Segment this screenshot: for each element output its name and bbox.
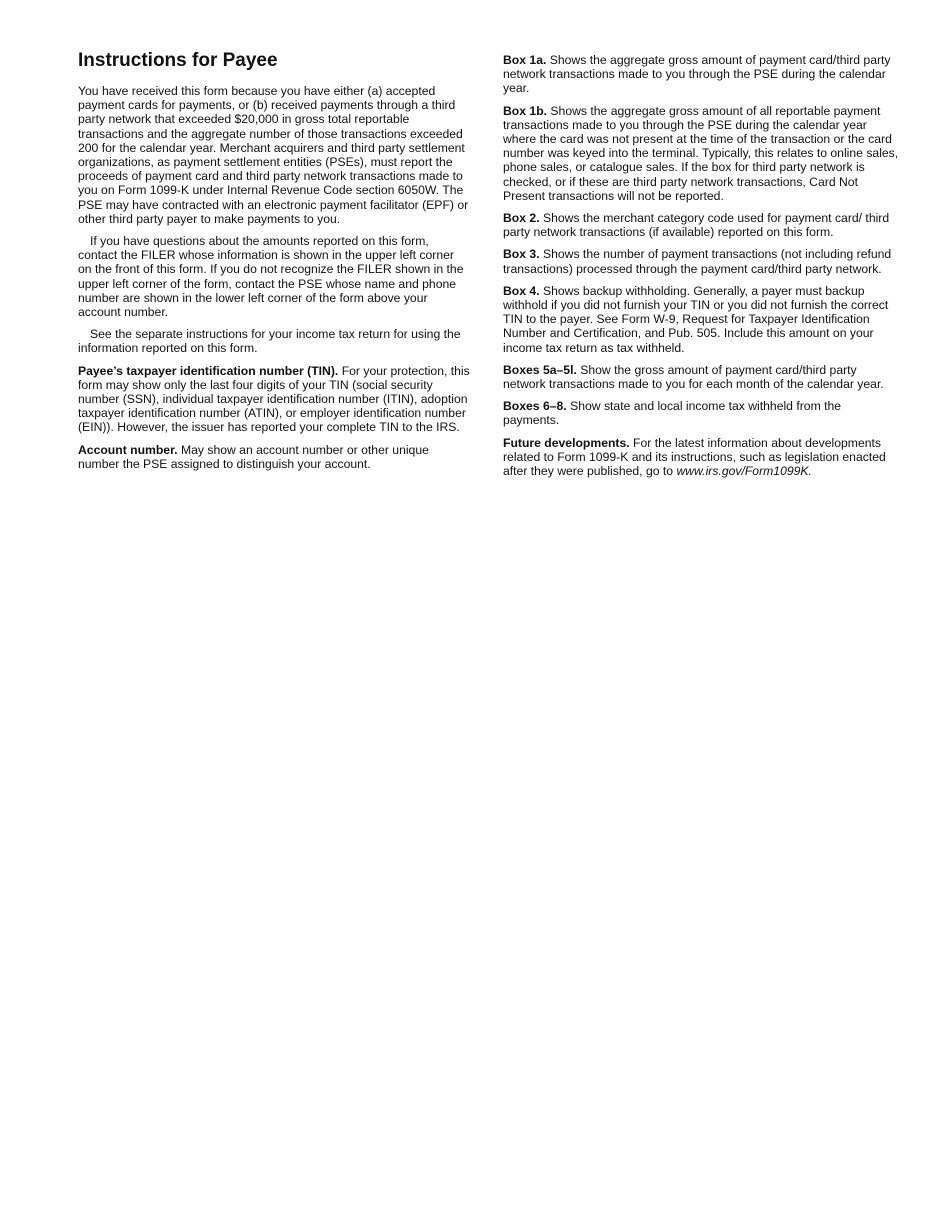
tin-paragraph — [78, 364, 470, 435]
irs-url-link[interactable]: www.irs.gov/Form1099K. — [676, 464, 812, 479]
box-2-paragraph — [503, 211, 899, 239]
boxes-5-text: Show the gross amount of payment card/third party network transactions made to you for each month of the calendar year. — [503, 362, 884, 392]
tin-heading: Payee’s taxpayer identification number (TIN). — [78, 363, 339, 378]
see-separate-paragraph: See the separate instructions for your income tax return for using the information reported on this form. — [78, 327, 461, 356]
future-developments-text: For the latest information about developments related to Form 1099-K and its instructions, such as legislation enacted after they were published, go to — [503, 435, 886, 479]
account-number-heading: Account number. — [78, 442, 178, 457]
questions-paragraph: If you have questions about the amounts reported on this form, contact the FILER whose information is shown in the upper left corner on the front of this form. If you do not recognize the FILER shown in the upper left corner of the form, contact the PSE whose name and phone number are shown in the lower left corner of the form above your account number. — [78, 234, 464, 320]
box-4-heading: Box 4. — [503, 283, 540, 298]
tin-text: For your protection, this form may show only the last four digits of your TIN (social security number (SSN), individual taxpayer identification number (ITIN), adoption taxpayer identification number (ATIN), or employer identification number (EIN)). However, the issuer has reported your complete TIN to the IRS. — [78, 363, 470, 435]
box-1a-heading: Box 1a. — [503, 53, 547, 67]
future-developments-paragraph — [503, 436, 899, 479]
box-1a-paragraph — [503, 53, 899, 96]
left-column — [78, 50, 470, 479]
box-3-paragraph — [503, 247, 899, 275]
future-developments-heading: Future developments. — [503, 435, 630, 450]
intro-paragraph: You have received this form because you have either (a) accepted payment cards for payments, or (b) received payments through a third party network that exceeded $20,000 in gross total reportable transactions and the aggregate number of those transactions exceeded 200 for the calendar year. Merchant acquirers and third party settlement organizations, as payment settlement entities (PSEs), must report the proceeds of payment card and third party network transactions made to you on Form 1099-K under Internal Revenue Code section 6050W. The PSE may have contracted with an electronic payment facilitator (EPF) or other third party payer to make payments to you. — [78, 84, 469, 226]
box-1b-heading: Box 1b. — [503, 103, 548, 118]
boxes-6-8-text: Show state and local income tax withheld from the payments. — [503, 399, 842, 428]
boxes-6-8-paragraph — [503, 399, 899, 427]
box-3-text: Shows the number of payment transactions (not including refund transactions) processed through the payment card/third party network. — [503, 247, 892, 276]
right-column — [503, 53, 899, 486]
box-4-text: Shows backup withholding. Generally, a payer must backup withhold if you did not furnish your TIN or you did not furnish the correct TIN to the payer. See Form W-9, Request for Taxpayer Identification Number and Certification, and Pub. 505. Include this amount on your income tax return as tax withheld. — [503, 283, 889, 355]
box-1b-paragraph — [503, 104, 899, 203]
box-1b-text: Shows the aggregate gross amount of all reportable payment transactions made to you through the PSE during the calendar year where the card was not present at the time of the transaction or the card number was keyed into the terminal. Typically, this relates to online sales, phone sales, or catalogue sales. If the box for third party network is checked, or if these are third party network transactions, Card Not Present transactions will not be reported. — [503, 103, 899, 203]
page-title: Instructions for Payee — [78, 50, 278, 71]
box-3-heading: Box 3. — [503, 247, 540, 262]
account-number-text: May show an account number or other unique number the PSE assigned to distinguish your account. — [78, 442, 429, 471]
box-2-text: Shows the merchant category code used for payment card/ third party network transactions (if available) reported on this form. — [503, 211, 890, 240]
box-1a-text: Shows the aggregate gross amount of payment card/third party network transactions made to you through the PSE during the calendar year. — [503, 53, 891, 96]
box-4-paragraph — [503, 284, 899, 355]
boxes-5-paragraph — [503, 363, 899, 391]
boxes-5-heading: Boxes 5a–5l. — [503, 362, 577, 377]
boxes-6-8-heading: Boxes 6–8. — [503, 399, 567, 414]
account-number-paragraph — [78, 443, 470, 471]
box-2-heading: Box 2. — [503, 211, 540, 226]
